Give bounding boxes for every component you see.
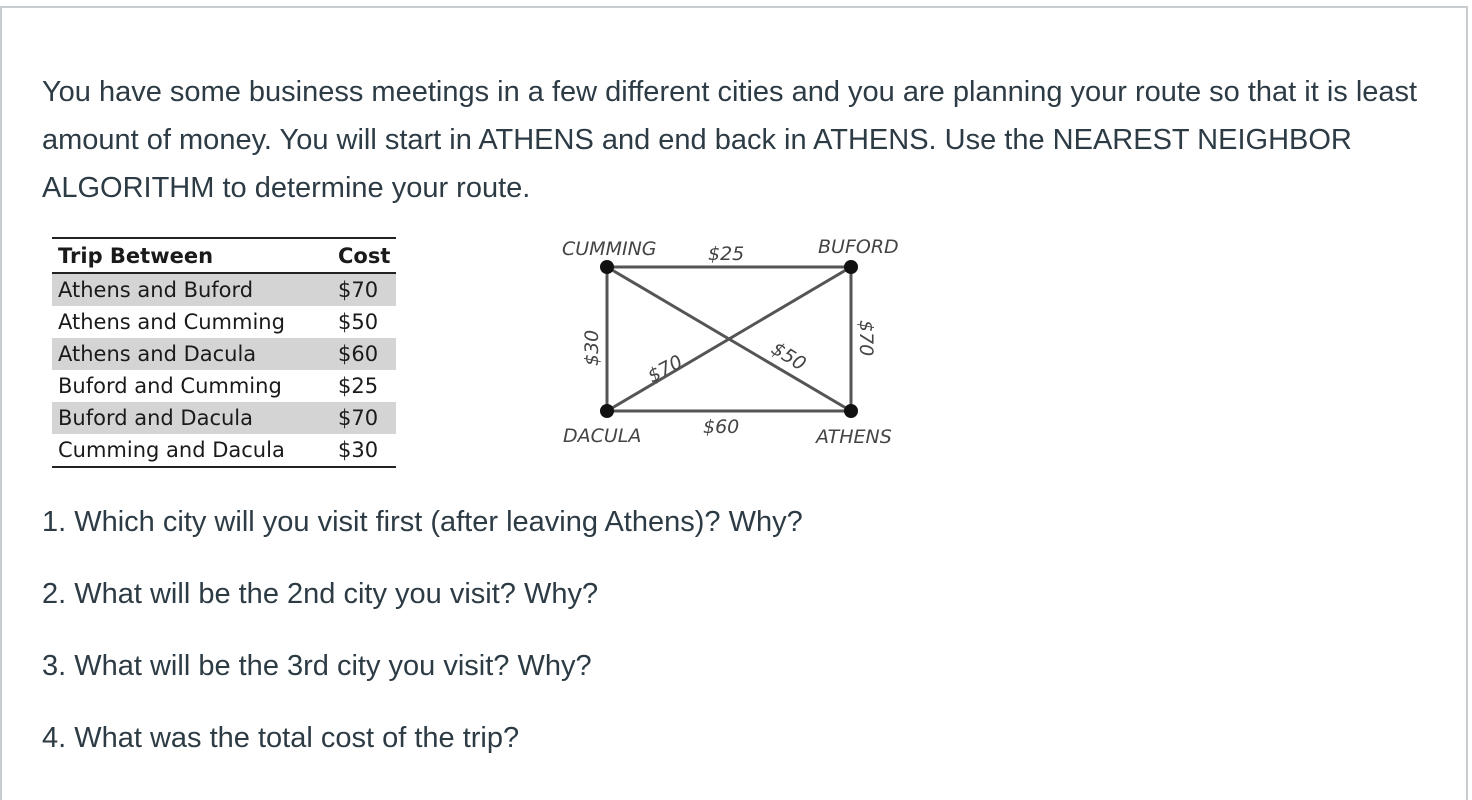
node-buford [844, 260, 858, 274]
cost-cell: $25 [338, 374, 379, 398]
cost-cell: $50 [338, 310, 379, 334]
label-athens: ATHENS [816, 426, 892, 448]
trip-cell: Athens and Buford [52, 273, 332, 306]
trip-cell: Buford and Cumming [58, 374, 282, 398]
label-cumming: CUMMING [562, 238, 657, 260]
question-list [42, 500, 803, 788]
question-item: 4. What was the total cost of the trip? [42, 722, 520, 754]
question-item: 2. What will be the 2nd city you visit? Why? [42, 578, 599, 610]
question-item: 3. What will be the 3rd city you visit? Why? [42, 650, 592, 682]
table-row [52, 434, 396, 467]
cost-cell: $60 [332, 338, 396, 370]
label-buford: BUFORD [818, 236, 899, 258]
trip-cost-table [52, 237, 396, 468]
cost-cumming-athens: $50 [767, 337, 810, 376]
trip-cell: Athens and Cumming [58, 310, 285, 334]
table-row [52, 338, 396, 370]
table-row [52, 273, 396, 306]
node-athens [844, 404, 858, 418]
question-item: 1. Which city will you visit first (after leaving Athens)? Why? [42, 506, 803, 538]
table-row [52, 306, 396, 338]
node-cumming [600, 260, 614, 274]
trip-cell: Cumming and Dacula [58, 438, 285, 462]
table-row [52, 402, 396, 434]
cost-cumming-dacula: $30 [581, 329, 603, 366]
label-dacula: DACULA [563, 425, 642, 447]
cost-cell: $70 [332, 402, 396, 434]
header-cost: Cost [332, 238, 396, 273]
header-trip-between: Trip Between [52, 238, 332, 273]
table-row [52, 370, 396, 402]
trip-cell: Athens and Dacula [52, 338, 332, 370]
cost-cell: $30 [338, 438, 379, 462]
table-header-row [52, 238, 396, 273]
cost-dacula-athens: $60 [703, 416, 740, 438]
trip-cell: Buford and Dacula [52, 402, 332, 434]
city-route-graph [520, 228, 920, 468]
cost-buford-athens: $70 [855, 320, 877, 357]
cost-dacula-buford: $70 [644, 350, 687, 388]
cost-cumming-buford: $25 [708, 243, 745, 265]
node-dacula [600, 404, 614, 418]
cost-cell: $70 [332, 273, 396, 306]
problem-intro: You have some business meetings in a few different cities and you are planning your route so that it is least amount of money. You will start in ATHENS and end back in ATHENS. Use the NEAREST NEIGHBOR ALGORITHM to determine your route. [42, 76, 1418, 204]
